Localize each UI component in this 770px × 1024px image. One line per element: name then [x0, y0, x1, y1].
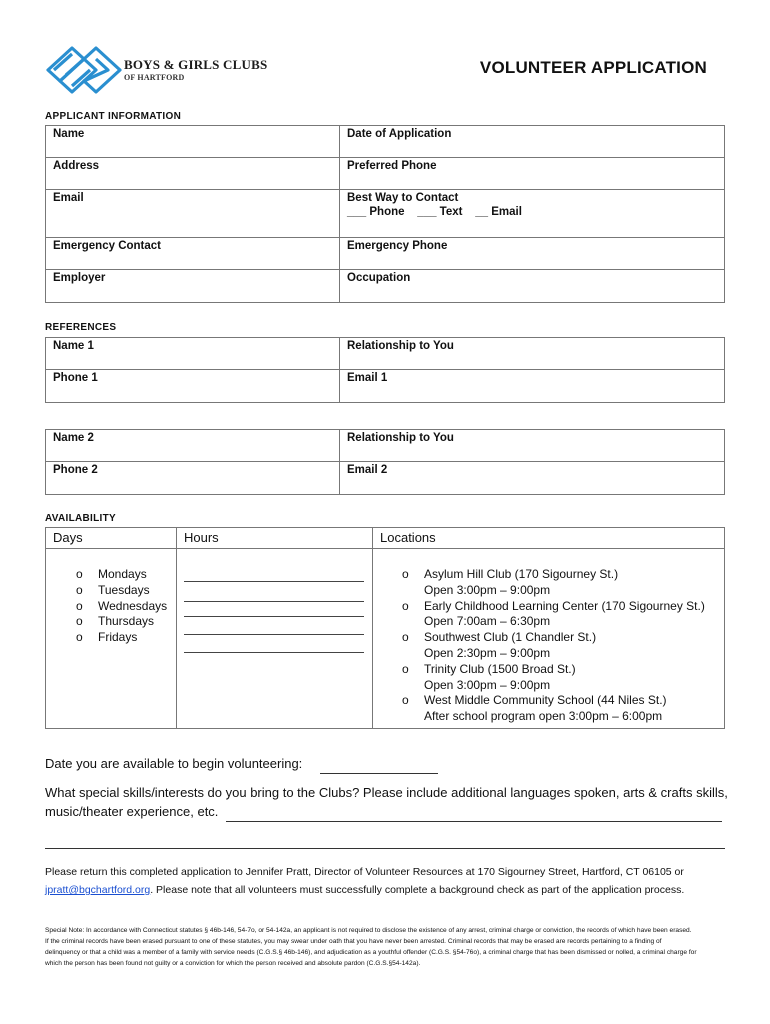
emergency-contact-label: Emergency Contact: [53, 240, 162, 252]
applicant-section-heading: APPLICANT INFORMATION: [45, 111, 182, 122]
reference-1-phone-label: Phone 1: [53, 372, 98, 384]
skills-answer-blank[interactable]: [226, 802, 722, 822]
reference-2-relationship-field[interactable]: [340, 430, 725, 462]
reference-1-phone-field[interactable]: [46, 370, 340, 403]
org-name: [124, 57, 267, 82]
checkbox-circle-icon: o: [76, 614, 83, 629]
emergency-phone-field[interactable]: [340, 238, 725, 270]
reference-2-name-label: Name 2: [53, 432, 94, 444]
location-hours: After school program open 3:00pm – 6:00pm: [424, 709, 663, 724]
occupation-field[interactable]: [340, 270, 725, 303]
reference-2-table: [45, 429, 725, 495]
hours-blank-line[interactable]: [184, 634, 364, 635]
reference-2-email-label: Email 2: [347, 464, 388, 476]
page-title: VOLUNTEER APPLICATION: [479, 58, 707, 77]
special-note-line: Special Note: In accordance with Connecticut statutes § 46b-146, 54-7o, or 54-142a, an applicant is not required to disclose the existence of any arrest, criminal charge or conviction, the records of which have been erased.: [45, 927, 692, 934]
hours-blank-line[interactable]: [184, 652, 364, 653]
day-option-wednesdays[interactable]: o Wednesdays: [76, 598, 168, 613]
days-list: [76, 567, 167, 646]
hours-blank-line[interactable]: [184, 581, 364, 582]
location-option[interactable]: o Southwest Club (1 Chandler St.): [402, 630, 597, 645]
location-hours: Open 3:00pm – 9:00pm: [424, 677, 551, 692]
preferred-phone-label: Preferred Phone: [347, 160, 437, 172]
reference-1-email-field[interactable]: [340, 370, 725, 403]
checkbox-circle-icon: o: [76, 598, 83, 613]
availability-table: [45, 527, 725, 729]
skills-question: [45, 783, 728, 822]
special-note-line: delinquency or that a child was a member of a family with service needs (C.G.S.§ 46b-146), and adjudication as a youthful offender (C.G.S. §54-76o), a criminal charge that has been dismissed or nolled, a criminal charge for: [45, 949, 697, 956]
date-of-application-label: Date of Application: [347, 128, 452, 140]
volunteer-email-link[interactable]: jpratt@bgchartford.org: [45, 884, 151, 896]
day-option-tuesdays[interactable]: o Tuesdays: [76, 582, 150, 597]
name-field[interactable]: [46, 126, 340, 158]
org-name-line1: BOYS & GIRLS CLUBS: [124, 57, 268, 72]
checkbox-circle-icon: o: [402, 661, 409, 676]
reference-1-table: [45, 337, 725, 403]
location-hours: Open 3:00pm – 9:00pm: [424, 582, 551, 597]
emergency-phone-label: Emergency Phone: [347, 240, 448, 252]
reference-2-phone-label: Phone 2: [53, 464, 98, 476]
return-instructions: [45, 863, 735, 899]
checkbox-circle-icon: o: [76, 630, 83, 645]
special-note-line: If the criminal records have been erased pursuant to one of these statutes, you may swear under oath that you have never been arrested. Criminal records that may be erased are records pertaining to a finding of: [45, 938, 662, 945]
occupation-label: Occupation: [347, 272, 411, 284]
email-label: Email: [53, 192, 84, 204]
contact-options: ___ Phone ___ Text __ Email: [347, 206, 522, 218]
emergency-contact-field[interactable]: [46, 238, 340, 270]
special-note: [45, 925, 735, 969]
skills-question-line1: What special skills/interests do you bring to the Clubs? Please include additional languages spoken, arts & crafts skills,: [45, 785, 728, 800]
applicant-info-table: [45, 125, 725, 303]
checkbox-circle-icon: o: [76, 582, 83, 597]
reference-1-relationship-label: Relationship to You: [347, 340, 454, 352]
name-label: Name: [53, 128, 85, 140]
address-label: Address: [53, 160, 100, 172]
location-option[interactable]: o Asylum Hill Club (170 Sigourney St.): [402, 567, 619, 581]
best-way-to-contact-field[interactable]: [340, 190, 725, 238]
reference-1-relationship-field[interactable]: [340, 338, 725, 370]
checkbox-circle-icon: o: [402, 598, 409, 613]
special-note-line: which the person has been found not guilty or a conviction for which the person received and absolute pardon (C.G.S.§54-142a).: [45, 960, 421, 967]
locations-column-header: Locations: [380, 530, 436, 545]
start-date-blank[interactable]: [320, 754, 438, 774]
hours-column-header: Hours: [184, 530, 219, 545]
org-name-line2: OF HARTFORD: [124, 73, 185, 82]
location-option[interactable]: o Trinity Club (1500 Broad St.): [402, 661, 576, 676]
hours-blank-line[interactable]: [184, 601, 364, 602]
availability-section-heading: AVAILABILITY: [45, 513, 117, 524]
preferred-phone-field[interactable]: [340, 158, 725, 190]
skills-answer-line[interactable]: [45, 848, 725, 849]
reference-1-email-label: Email 1: [347, 372, 388, 384]
boys-girls-clubs-logo: [44, 44, 124, 96]
background-check-note: . Please note that all volunteers must successfully complete a background check as part of the application process.: [150, 884, 685, 896]
checkbox-circle-icon: o: [402, 567, 409, 581]
reference-1-name-label: Name 1: [53, 340, 94, 352]
reference-2-email-field[interactable]: [340, 462, 725, 495]
day-option-fridays[interactable]: o Fridays: [76, 630, 138, 645]
best-way-to-contact-label: Best Way to Contact: [347, 192, 459, 204]
skills-question-line2: music/theater experience, etc.: [45, 804, 219, 819]
employer-field[interactable]: [46, 270, 340, 303]
day-option-thursdays[interactable]: o Thursdays: [76, 614, 155, 629]
column-divider: [372, 528, 373, 728]
location-option[interactable]: o West Middle Community School (44 Niles St.): [402, 693, 667, 708]
location-hours: Open 2:30pm – 9:00pm: [424, 645, 551, 660]
reference-2-relationship-label: Relationship to You: [347, 432, 454, 444]
email-field[interactable]: [46, 190, 340, 238]
locations-list: [402, 567, 705, 725]
checkbox-circle-icon: o: [76, 567, 83, 581]
reference-1-name-field[interactable]: [46, 338, 340, 370]
checkbox-circle-icon: o: [402, 693, 409, 708]
days-column-header: Days: [53, 530, 83, 545]
day-option-mondays[interactable]: o Mondays: [76, 567, 147, 581]
checkbox-circle-icon: o: [402, 630, 409, 645]
location-hours: Open 7:00am – 6:30pm: [424, 614, 551, 629]
start-date-question: [45, 754, 438, 774]
references-section-heading: REFERENCES: [45, 322, 117, 333]
column-divider: [176, 528, 177, 728]
return-text: Please return this completed application to Jennifer Pratt, Director of Volunteer Resources at 170 Sigourney Street, Hartford, CT 06105 or: [45, 866, 684, 878]
reference-2-name-field[interactable]: [46, 430, 340, 462]
employer-label: Employer: [53, 272, 106, 284]
address-field[interactable]: [46, 158, 340, 190]
location-option[interactable]: o Early Childhood Learning Center (170 Sigourney St.): [402, 598, 705, 613]
date-of-application-field[interactable]: [340, 126, 725, 158]
reference-2-phone-field[interactable]: [46, 462, 340, 495]
hours-blank-line[interactable]: [184, 616, 364, 617]
start-date-label: Date you are available to begin volunteering:: [45, 756, 303, 771]
